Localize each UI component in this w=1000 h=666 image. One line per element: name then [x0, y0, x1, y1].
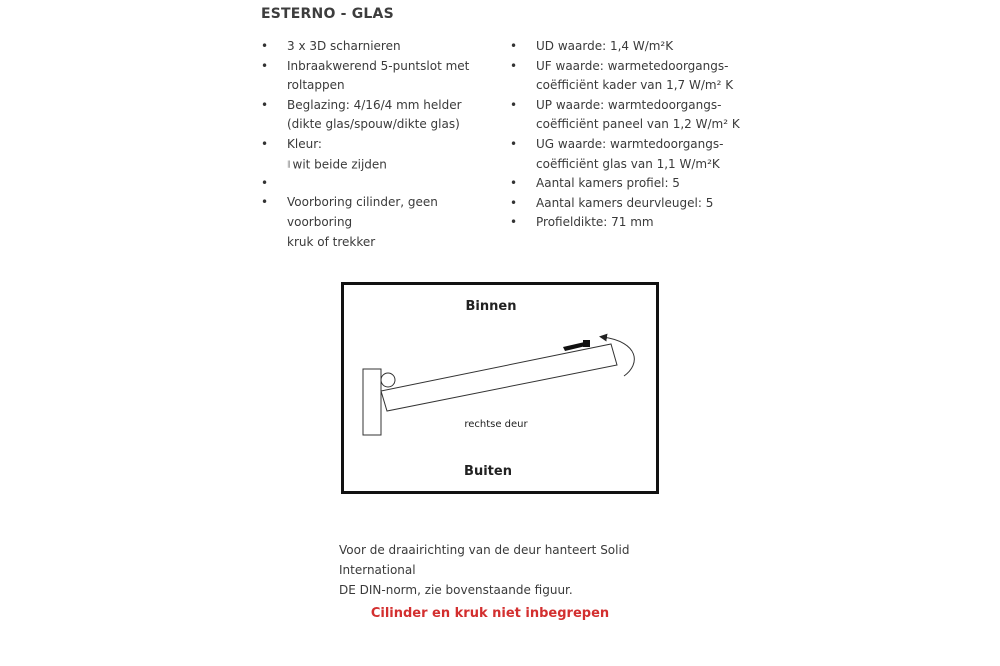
label-outside: Buiten — [464, 464, 512, 479]
exclusion-warning: Cilinder en kruk niet inbegrepen — [370, 606, 610, 621]
small-bullet-icon: ‖ — [287, 159, 291, 168]
label-door: rechtse deur — [464, 419, 528, 430]
spec-item-hinges: • 3 x 3D scharnieren — [261, 37, 501, 57]
spec-item-profile-thickness: • Profieldikte: 71 mm — [510, 213, 745, 233]
door-rotation-diagram — [341, 282, 659, 494]
spec-item-up: • UP waarde: warmtedoorgangs- coëfficiënt paneel van 1,2 W/m² K — [510, 96, 745, 135]
spec-item-chambers-profile: • Aantal kamers profiel: 5 — [510, 174, 745, 194]
hinge-icon — [381, 373, 395, 387]
din-norm-note: Voor de draairichting van de deur hanteert Solid International DE DIN-norm, zie bovenstaande figuur. — [339, 543, 630, 597]
spec-item-lock: • Inbraakwerend 5-puntslot met roltappen — [261, 57, 501, 96]
door-frame-jamb — [363, 369, 381, 435]
spec-item-ud: • UD waarde: 1,4 W/m²K — [510, 37, 745, 57]
spec-item-glazing: • Beglazing: 4/16/4 mm helder (dikte glas/spouw/dikte glas) — [261, 96, 501, 135]
product-title: ESTERNO - GLAS — [261, 6, 394, 22]
spec-item-ug: • UG waarde: warmtedoorgangs- coëfficiënt glas van 1,1 W/m²K — [510, 135, 745, 174]
door-handle-base — [583, 340, 590, 347]
spec-item-cylinder: • Voorboring cilinder, geen voorboring kruk of trekker — [261, 193, 501, 252]
spec-item-chambers-leaf: • Aantal kamers deurvleugel: 5 — [510, 194, 745, 214]
spec-list-right — [510, 37, 745, 233]
color-value: ‖ wit beide zijden — [287, 156, 387, 171]
diagram-svg — [341, 282, 659, 494]
label-inside: Binnen — [465, 299, 517, 314]
spacer — [261, 174, 501, 193]
spec-item-color: • Kleur: ‖ wit beide zijden — [261, 135, 501, 174]
spec-list-left — [261, 37, 501, 252]
spec-item-uf: • UF waarde: warmetedoorgangs- coëfficiënt kader van 1,7 W/m² K — [510, 57, 745, 96]
